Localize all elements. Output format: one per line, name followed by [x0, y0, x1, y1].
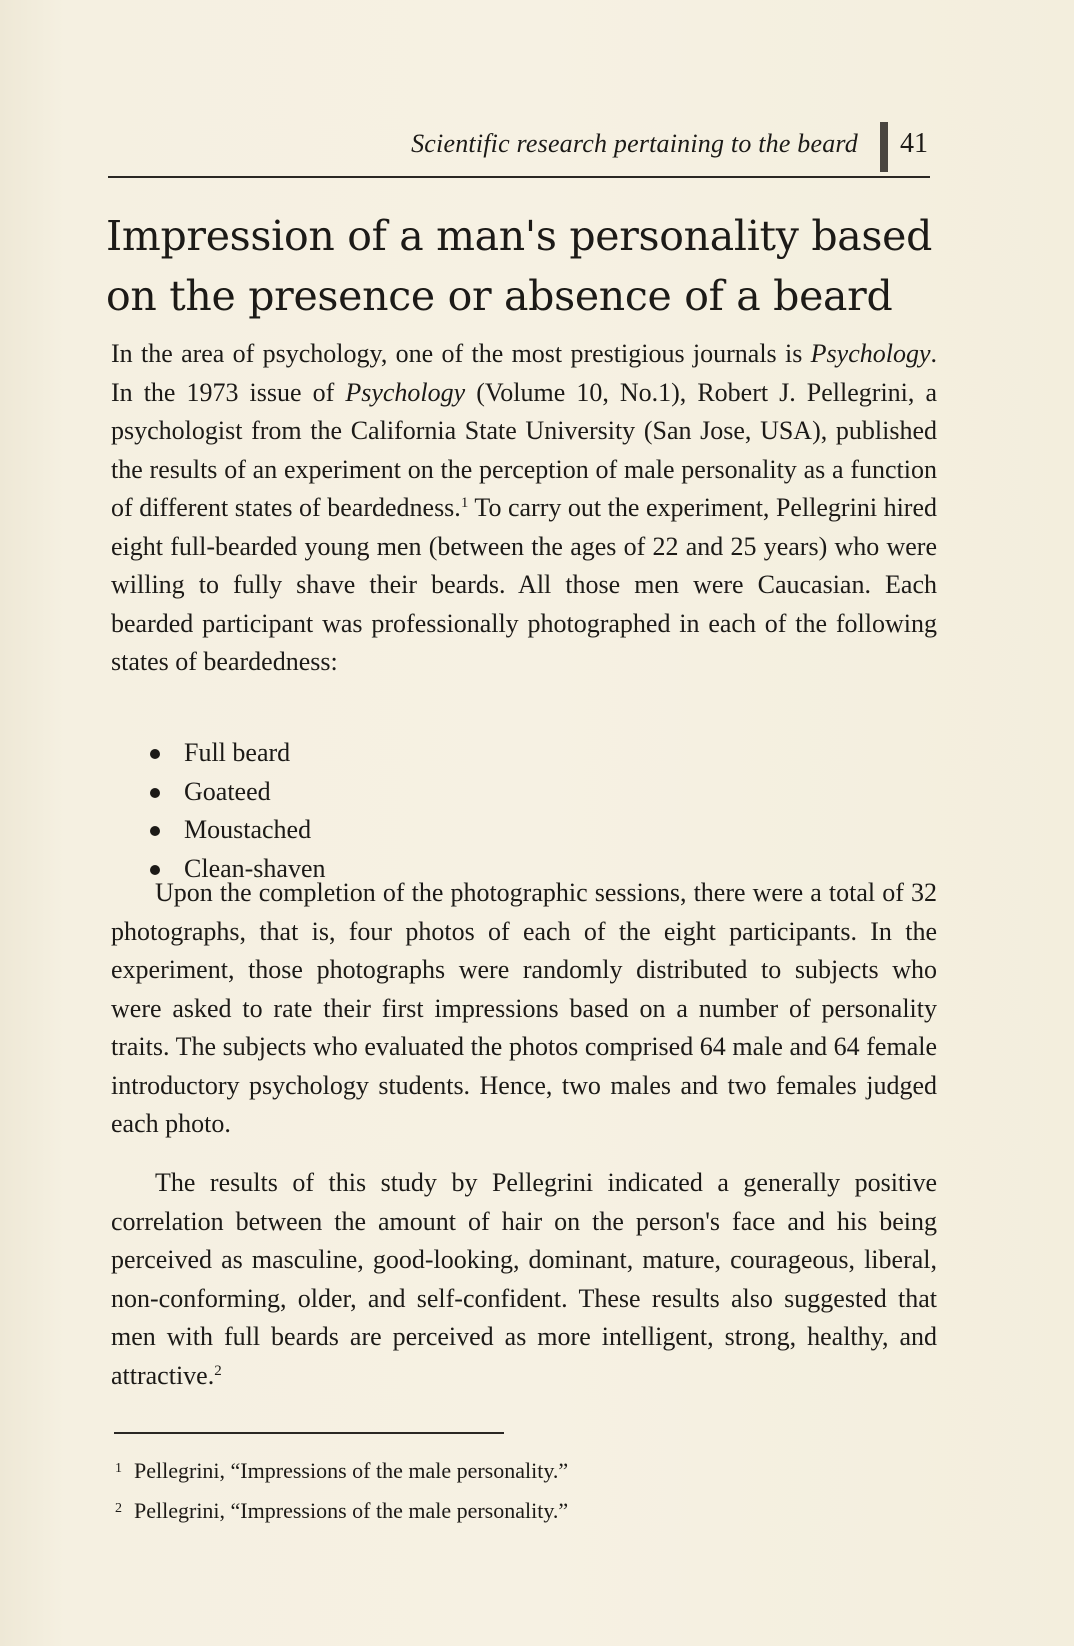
- footnote-text: Pellegrini, “Impressions of the male personality.”: [134, 1498, 569, 1523]
- footnote-rule: [114, 1432, 504, 1434]
- paragraph-results-text: The results of this study by Pellegrini indicated a generally positive correlation between the amount of hair on the person's face and his being perceived as masculine, good-looking, dominant, mature, courageous, liberal, non-conforming, older, and self-confident. These results also suggested that men with full beards are perceived as more intelligent, strong, healthy, and attractive.: [111, 1168, 937, 1390]
- paragraph-intro: [111, 335, 937, 682]
- page-number: 41: [900, 128, 928, 159]
- running-head: [110, 124, 928, 164]
- footnote-marker: 2: [115, 1501, 122, 1516]
- paragraph-results: [111, 1164, 937, 1395]
- list-item: Moustached: [150, 811, 750, 850]
- beardedness-list: [150, 734, 750, 888]
- bullet-icon: [150, 865, 160, 875]
- bullet-icon: [150, 788, 160, 798]
- list-item: Clean-shaven: [150, 850, 750, 889]
- running-head-title: Scientific research pertaining to the beard: [411, 129, 858, 158]
- footnote-ref-1: 1: [460, 495, 469, 511]
- journal-name: Psychology: [345, 377, 466, 407]
- list-item: Full beard: [150, 734, 750, 773]
- list-item: Goateed: [150, 773, 750, 812]
- footnote-ref-2: 2: [214, 1362, 222, 1379]
- bullet-icon: [150, 826, 160, 836]
- header-rule: [108, 176, 930, 178]
- paragraph-photographs: Upon the completion of the photographic sessions, there were a total of 32 photographs, that is, four photos of each of the eight participants. In the experiment, those photographs were randomly distributed to subjects who were asked to rate their first impressions based on a number of personality traits. The subjects who evaluated the photos comprised 64 male and 64 female introductory psychology students. Hence, two males and two females judged each photo.: [111, 878, 937, 1138]
- running-head-bar: [880, 122, 888, 172]
- footnote-marker: 1: [115, 1461, 122, 1476]
- paragraph-intro-text-1: In the area of psychology, one of the most prestigious journals is: [111, 339, 811, 368]
- footnote: [115, 1490, 915, 1530]
- section-title: Impression of a man's personality based on the presence or absence of a beard: [106, 212, 933, 320]
- footnote: [115, 1450, 915, 1490]
- paragraph-intro-text-3: (Volume 10, No.1), Robert J. Pellegrini, a psychologist from the California State University (San Jose, USA), published the results of an experiment on the perception of male personality as a function of different states of beardedness.: [111, 377, 937, 522]
- footnote-text: Pellegrini, “Impressions of the male personality.”: [134, 1458, 569, 1483]
- bullet-icon: [150, 749, 160, 759]
- paragraph-intro-text-2: . In the 1973 issue of: [111, 339, 937, 407]
- footnotes: [115, 1450, 915, 1530]
- paragraph-intro-text-4: To carry out the experiment, Pellegrini hired eight full-bearded young men (between the ages of 22 and 25 years) who were willing to fully shave their beards. All those men were Caucasian. Each bearded participant was professionally photographed in each of the following states of beardedness:: [111, 493, 937, 676]
- journal-name: Psychology: [810, 339, 931, 368]
